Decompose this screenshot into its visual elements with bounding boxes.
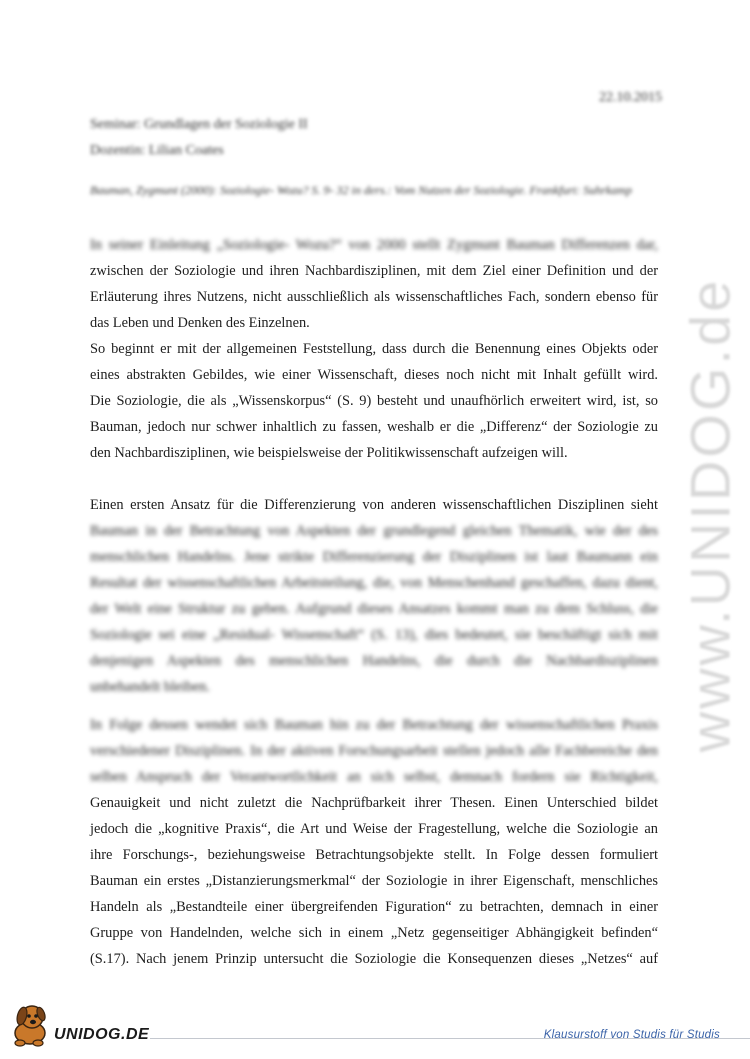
paragraph-3-line: Einen ersten Ansatz für die Differenzierung von anderen wissenschaftlichen Disziplinen sieht [90, 497, 658, 513]
paragraph-4-line: Genauigkeit und nicht zuletzt die Nachprüfbarkeit ihrer Thesen. Einen Unterschied bildet [90, 795, 658, 811]
paragraph-4-line: Bauman ein erstes „Distanzierungsmerkmal“ der Soziologie in ihrer Eigenschaft, menschliches [90, 873, 658, 889]
paragraph-3-line: Bauman in der Betrachtung von Aspekten der grundlegend gleichen Thematik, wie der des [90, 523, 658, 539]
paragraph-3-line: Resultat der wissenschaftlichen Arbeitsteilung, die, von Menschenhand geschaffen, dazu dient, [90, 575, 658, 591]
paragraph-2-line: den Nachbardisziplinen, wie beispielsweise der Politikwissenschaft aufzeigen will. [90, 445, 568, 461]
watermark-text: www.UNIDOG.de [678, 277, 742, 753]
paragraph-3-line: Soziologie sei eine „Residual- Wissenschaft“ (S. 13), dies bedeutet, sie beschäftigt sich mit [90, 627, 658, 643]
citation: Bauman, Zygmunt (2000): Soziologie- Wozu? S. 9- 32 in ders.: Vom Nutzen der Soziologie. Frankfurt: Suhrkamp [90, 183, 632, 197]
watermark [645, 277, 750, 753]
footer-tagline: Klausurstoff von Studis für Studis [543, 1029, 720, 1041]
paragraph-3-line: menschlichen Handelns. Jene strikte Differenzierung der Disziplinen ist laut Baumann ein [90, 549, 658, 565]
paragraph-4-line: ihre Forschungs-, beziehungsweise Betrachtungsobjekte stellt. In Folge dessen formuliert [90, 847, 658, 863]
paragraph-1-line: zwischen der Soziologie und ihren Nachbardisziplinen, mit dem Ziel einer Definition und der [90, 263, 658, 279]
paragraph-2-line: So beginnt er mit der allgemeinen Feststellung, dass durch die Benennung eines Objekts oder [90, 341, 658, 357]
paragraph-4-line: selben Anspruch der Verantwortlichkeit an sich selbst, demnach fordern sie Richtigkeit, [90, 769, 658, 785]
paragraph-2-line: eines abstrakten Gebildes, wie einer Wissenschaft, dieses noch nicht mit Inhalt gefüllt wird. [90, 367, 658, 383]
paragraph-3-line: denjenigen Aspekten des menschlichen Handelns, die durch die Nachbardisziplinen [90, 653, 658, 669]
paragraph-1-line: In seiner Einleitung „Soziologie- Wozu?“ von 2000 stellt Zygmunt Bauman Differenzen dar, [90, 237, 658, 253]
paragraph-2-line: Die Soziologie, die als „Wissenskorpus“ (S. 9) besteht und unaufhörlich erweitert wird, ist, so [90, 393, 658, 409]
paragraph-4-line: jedoch die „kognitive Praxis“, die Art und Weise der Fragestellung, welche die Soziologie an [90, 821, 658, 837]
paragraph-1-line: das Leben und Denken des Einzelnen. [90, 315, 310, 331]
paragraph-4-line: Handeln als „Bestandteile einer übergreifenden Figuration“ zu betrachten, demnach in einer [90, 899, 658, 915]
paragraph-4-line: (S.17). Nach jenem Prinzip untersucht die Soziologie die Konsequenzen dieses „Netzes“ auf [90, 951, 658, 967]
paragraph-3-line: der Welt eine Struktur zu geben. Aufgrund dieses Ansatzes kommt man zu dem Schluss, die [90, 601, 658, 617]
paragraph-4-line: In Folge dessen wendet sich Bauman hin zu der Betrachtung der wissenschaftlichen Praxis [90, 717, 658, 733]
document-date: 22.10.2015 [599, 90, 662, 105]
paragraph-3-line: unbehandelt bleiben. [90, 679, 210, 695]
dog-icon [10, 1000, 56, 1048]
unidog-logo[interactable] [10, 1000, 155, 1052]
seminar-line: Seminar: Grundlagen der Soziologie II [90, 117, 308, 132]
paragraph-2-line: Bauman, jedoch nur schwer inhaltlich zu fassen, weshalb er die „Differenz“ der Soziologie zu [90, 419, 658, 435]
paragraph-1-line: Erläuterung ihres Nutzens, nicht ausschließlich als wissenschaftliches Fach, sondern ebenso für [90, 289, 658, 305]
paragraph-4-line: Gruppe von Handelnden, welche sich in einem „Netz gegenseitiger Abhängigkeit befinden“ [90, 925, 658, 941]
paragraph-4-line: verschiedener Disziplinen. In der aktiven Forschungsarbeit stellen jedoch alle Fachbereiche den [90, 743, 658, 759]
logo-wordmark: UNIDOG.DE [54, 1026, 150, 1043]
lecturer-line: Dozentin: Lilian Coates [90, 143, 224, 158]
